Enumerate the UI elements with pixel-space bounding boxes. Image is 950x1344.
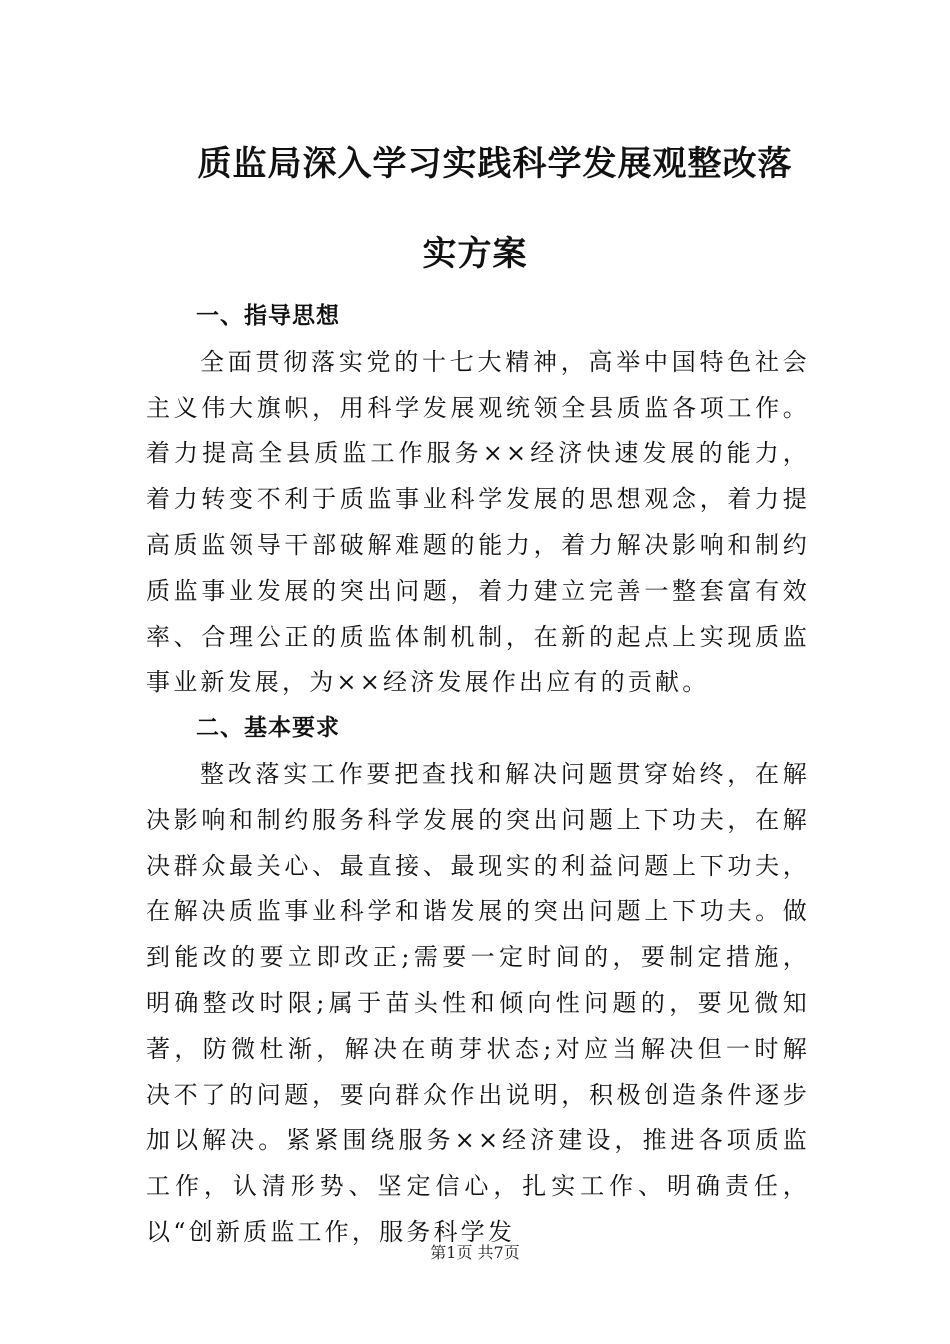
section-heading-guiding-ideology: 一、指导思想 <box>196 303 340 329</box>
page-number-footer: 第1页 共7页 <box>430 1243 520 1262</box>
document-title-line-2: 实方案 <box>422 234 528 274</box>
section-paragraph-guiding-ideology: 全面贯彻落实党的十七大精神，高举中国特色社会主义伟大旗帜，用科学发展观统领全县质监各项工作。着力提高全县质监工作服务××经济快速发展的能力，着力转变不利于质监事业科学发展的思想观念，着力提高质监领导干部破解难题的能力，着力解决影响和制约质监事业发展的突出问题，着力建立完善一整套富有效率、合理公正的质监体制机制，在新的起点上实现质监事业新发展，为××经济发展作出应有的贡献。 <box>146 347 810 697</box>
section-heading-basic-requirements: 二、基本要求 <box>196 715 340 742</box>
document-title-line-1: 质监局深入学习实践科学发展观整改落 <box>197 144 793 184</box>
section-paragraph-basic-requirements: 整改落实工作要把查找和解决问题贯穿始终，在解决影响和制约服务科学发展的突出问题上下功夫，在解决群众最关心、最直接、最现实的利益问题上下功夫，在解决质监事业科学和谐发展的突出问题上下功夫。做到能改的要立即改正;需要一定时间的，要制定措施，明确整改时限;属于苗头性和倾向性问题的，要见微知著，防微杜渐，解决在萌芽状态;对应当解决但一时解决不了的问题，要向群众作出说明，积极创造条件逐步加以解决。紧紧围绕服务××经济建设，推进各项质监工作，认清形势、坚定信心，扎实工作、明确责任，以“创新质监工作，服务科学发 <box>146 759 810 1246</box>
document-body <box>146 294 810 1256</box>
